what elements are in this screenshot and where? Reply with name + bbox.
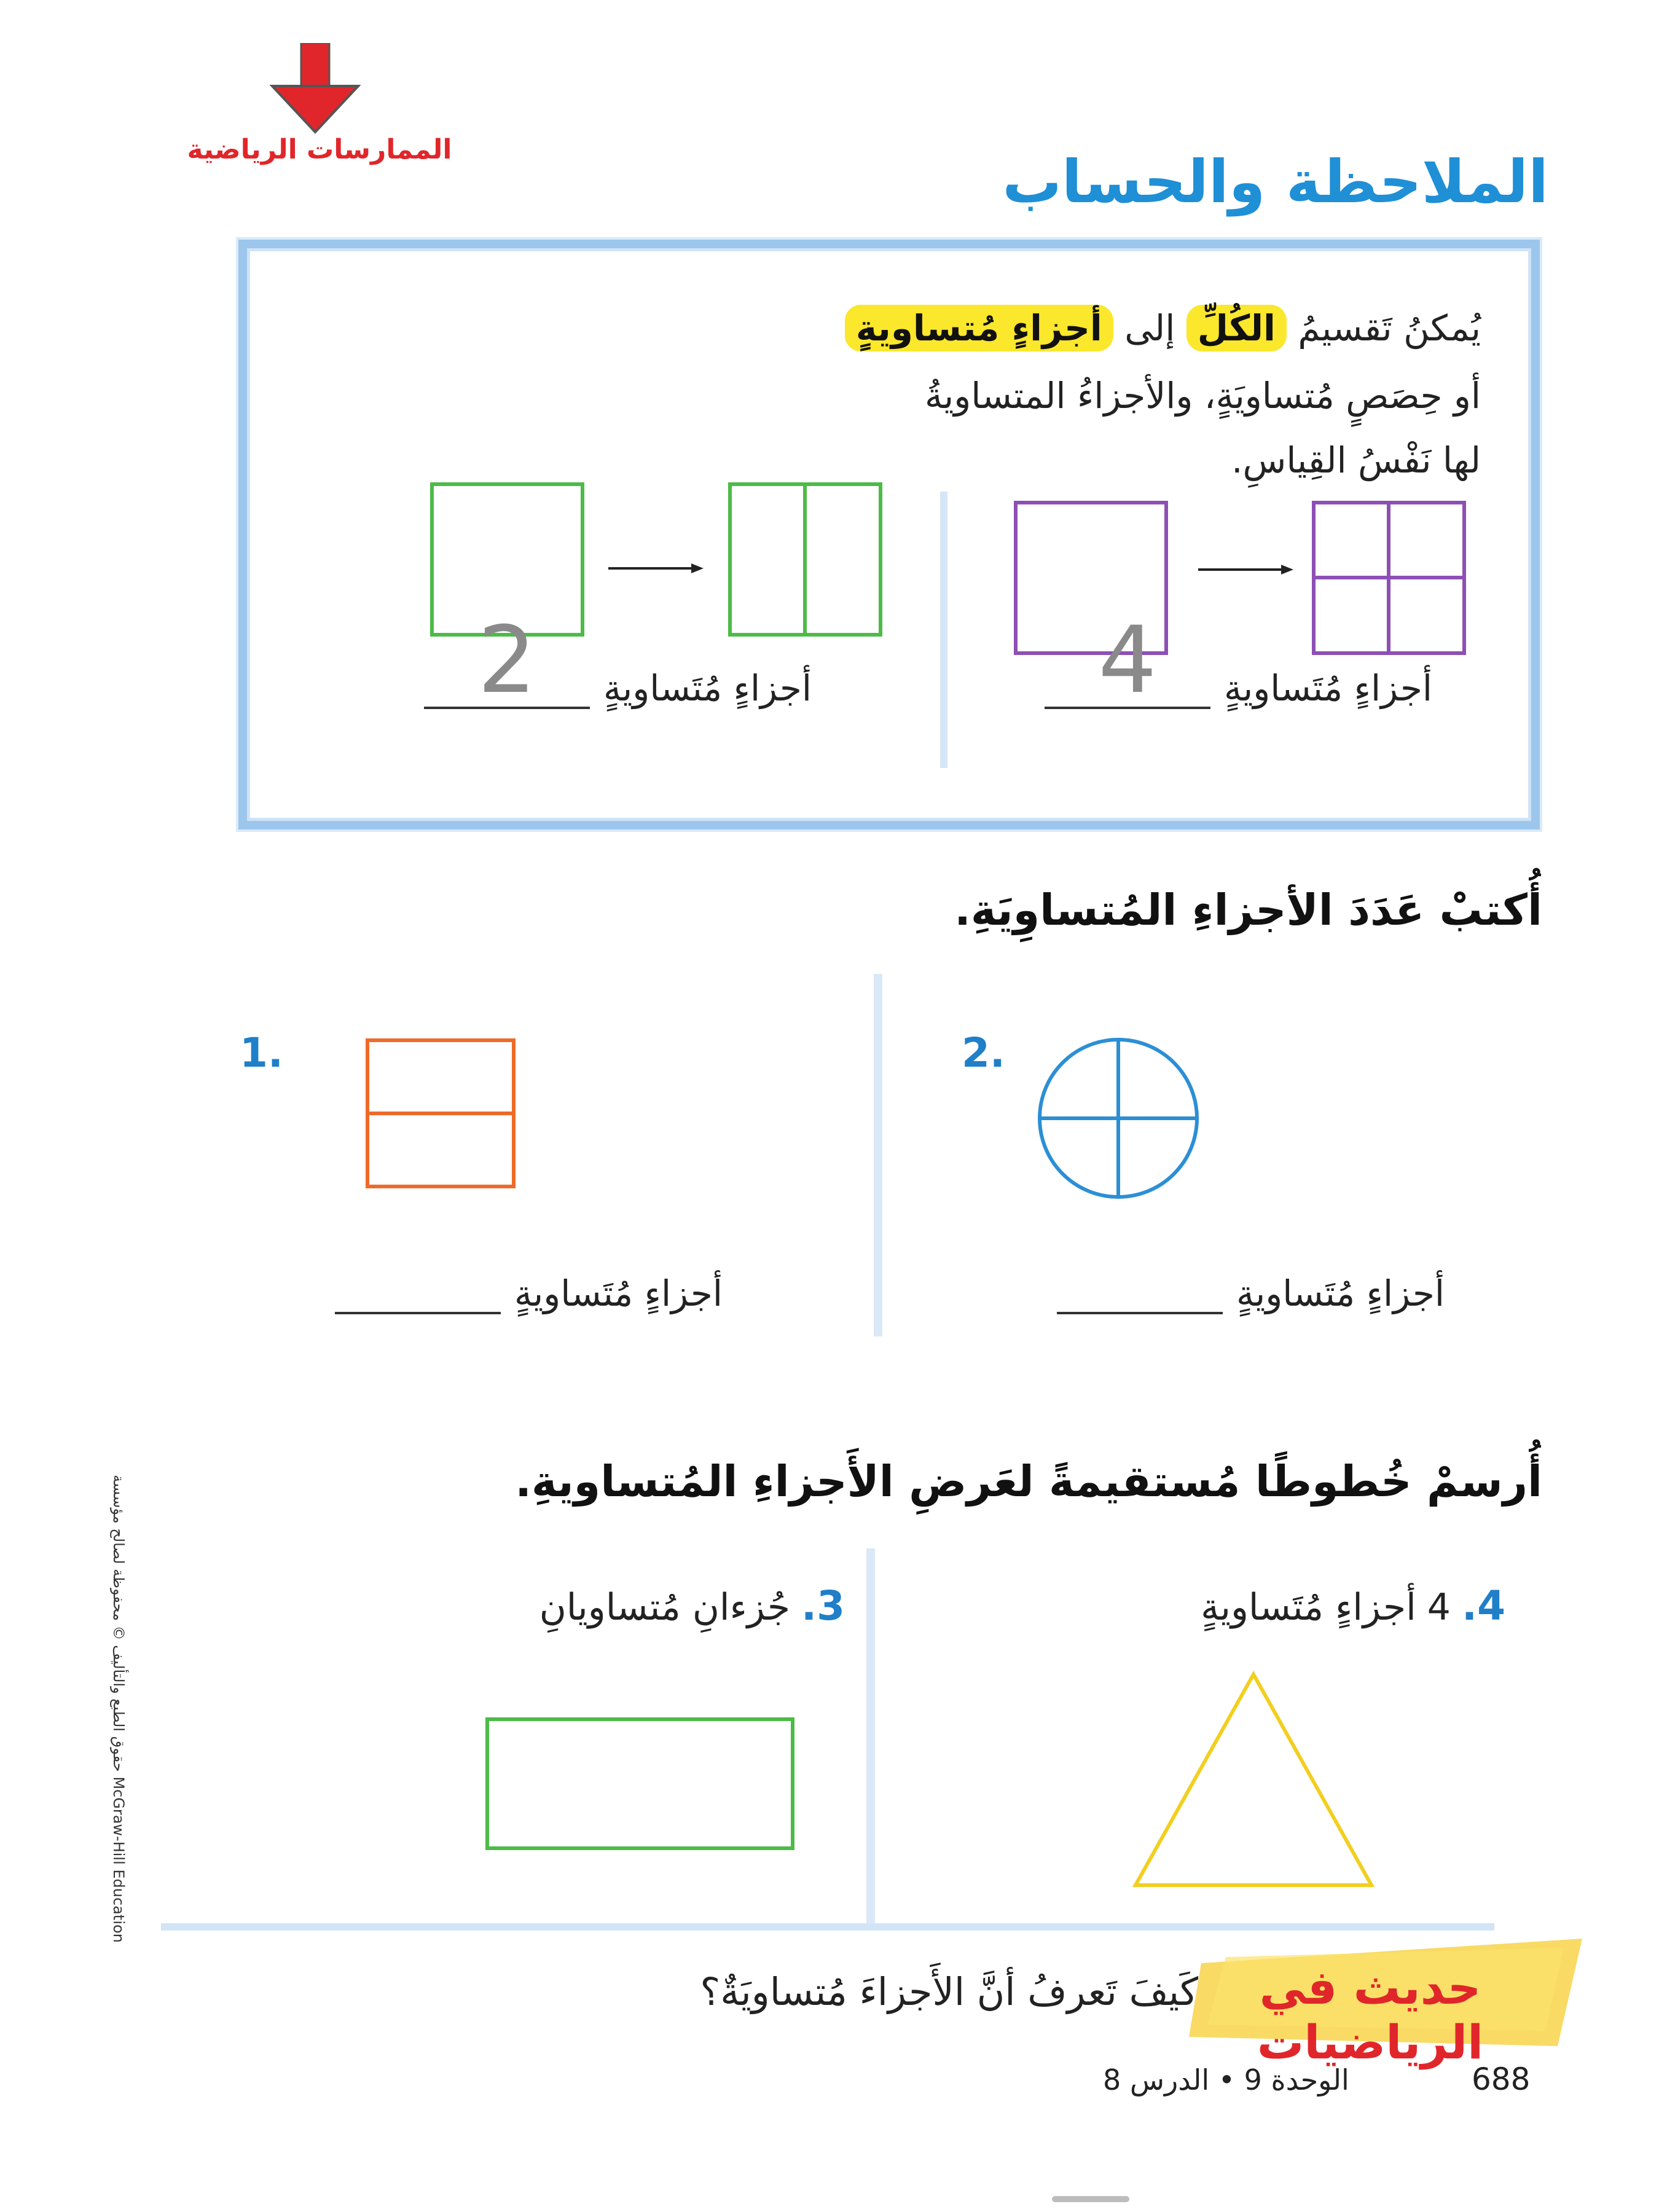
home-indicator[interactable]	[1052, 2196, 1129, 2202]
answer-blank	[1045, 607, 1210, 714]
problem-1-answer	[335, 1269, 723, 1314]
page-number: 688	[1472, 2061, 1531, 2097]
answer-label: أجزاءٍ مُتَساويةٍ	[1236, 1273, 1445, 1314]
section-title: الملاحظة والحساب	[1002, 147, 1548, 216]
problem-3-rectangle[interactable]	[485, 1717, 796, 1853]
down-arrow-icon	[269, 43, 361, 135]
answer-blank	[424, 607, 590, 714]
problem-2-number: 2.	[962, 1029, 1005, 1077]
highlight-equal-parts: أجزاءٍ مُتساويةٍ	[845, 305, 1113, 351]
problem-2-answer	[1057, 1269, 1445, 1314]
problem-3-number: 3.	[801, 1582, 845, 1630]
handwritten-answer: 4	[1098, 607, 1157, 714]
problem-divider	[866, 1548, 875, 1929]
answer-blank[interactable]	[335, 1269, 501, 1314]
problem-3-prompt	[539, 1582, 845, 1630]
math-talk-question: كَيفَ تَعرفُ أنَّ الأَجزاءَ مُتساويَةٌ؟	[700, 1969, 1198, 2014]
answer-label: أجزاءٍ مُتَساويةٍ	[1224, 667, 1433, 709]
concept-divider	[940, 492, 947, 768]
lesson-info: الوحدة 9 • الدرس 8	[1103, 2063, 1349, 2096]
copyright-text: حقوق الطبع والتأليف © محفوظة لصالح مؤسسة McGraw-Hill Education	[110, 1475, 127, 1943]
problem-4-triangle[interactable]	[1131, 1671, 1376, 1892]
example-right-answer	[1045, 607, 1433, 714]
answer-label: أجزاءٍ مُتَساويةٍ	[603, 667, 812, 709]
problem-4-count: 4	[1427, 1586, 1451, 1629]
math-talk-label: حديث في الرياضيات	[1257, 1960, 1484, 2069]
answer-blank[interactable]	[1057, 1269, 1223, 1314]
answer-label: أجزاءٍ مُتَساويةٍ	[514, 1273, 723, 1314]
intro-text: يُمكنُ تَقسيمُ	[1298, 307, 1481, 349]
problem-3-text: جُزءانِ مُتساويانِ	[539, 1586, 790, 1629]
intro-line-1	[845, 307, 1481, 349]
problem-4-text: أجزاءٍ مُتَساويةٍ	[1201, 1586, 1416, 1629]
copyright-notice	[108, 1475, 132, 1966]
highlight-whole: الكُلِّ	[1186, 305, 1287, 351]
instruction-count: أُكتبْ عَدَدَ الأجزاءِ المُتساوِيَةِ.	[954, 885, 1542, 935]
problem-2-circle	[1038, 1038, 1204, 1204]
intro-line-3: لها نَفْسُ القِياسِ.	[1231, 439, 1481, 481]
handwritten-answer: 2	[477, 607, 536, 714]
example-left-answer	[424, 607, 812, 714]
problem-1-rectangle	[366, 1038, 519, 1192]
problem-4-number: 4.	[1461, 1582, 1505, 1630]
problem-4-prompt	[1201, 1582, 1505, 1630]
math-practices-label: الممارسات الرياضية	[187, 134, 452, 165]
intro-text: إلى	[1124, 307, 1175, 349]
intro-line-2: أو حِصَصٍ مُتساويَةٍ، والأجزاءُ المتساويةُ	[925, 375, 1481, 417]
section-divider	[161, 1923, 1494, 1931]
instruction-draw: أُرسمْ خُطوطًا مُستقيمةً لعَرضِ الأَجزاءِ المُتساويةِ.	[515, 1456, 1542, 1507]
problem-divider	[874, 974, 882, 1336]
problem-1-number: 1.	[240, 1029, 283, 1077]
